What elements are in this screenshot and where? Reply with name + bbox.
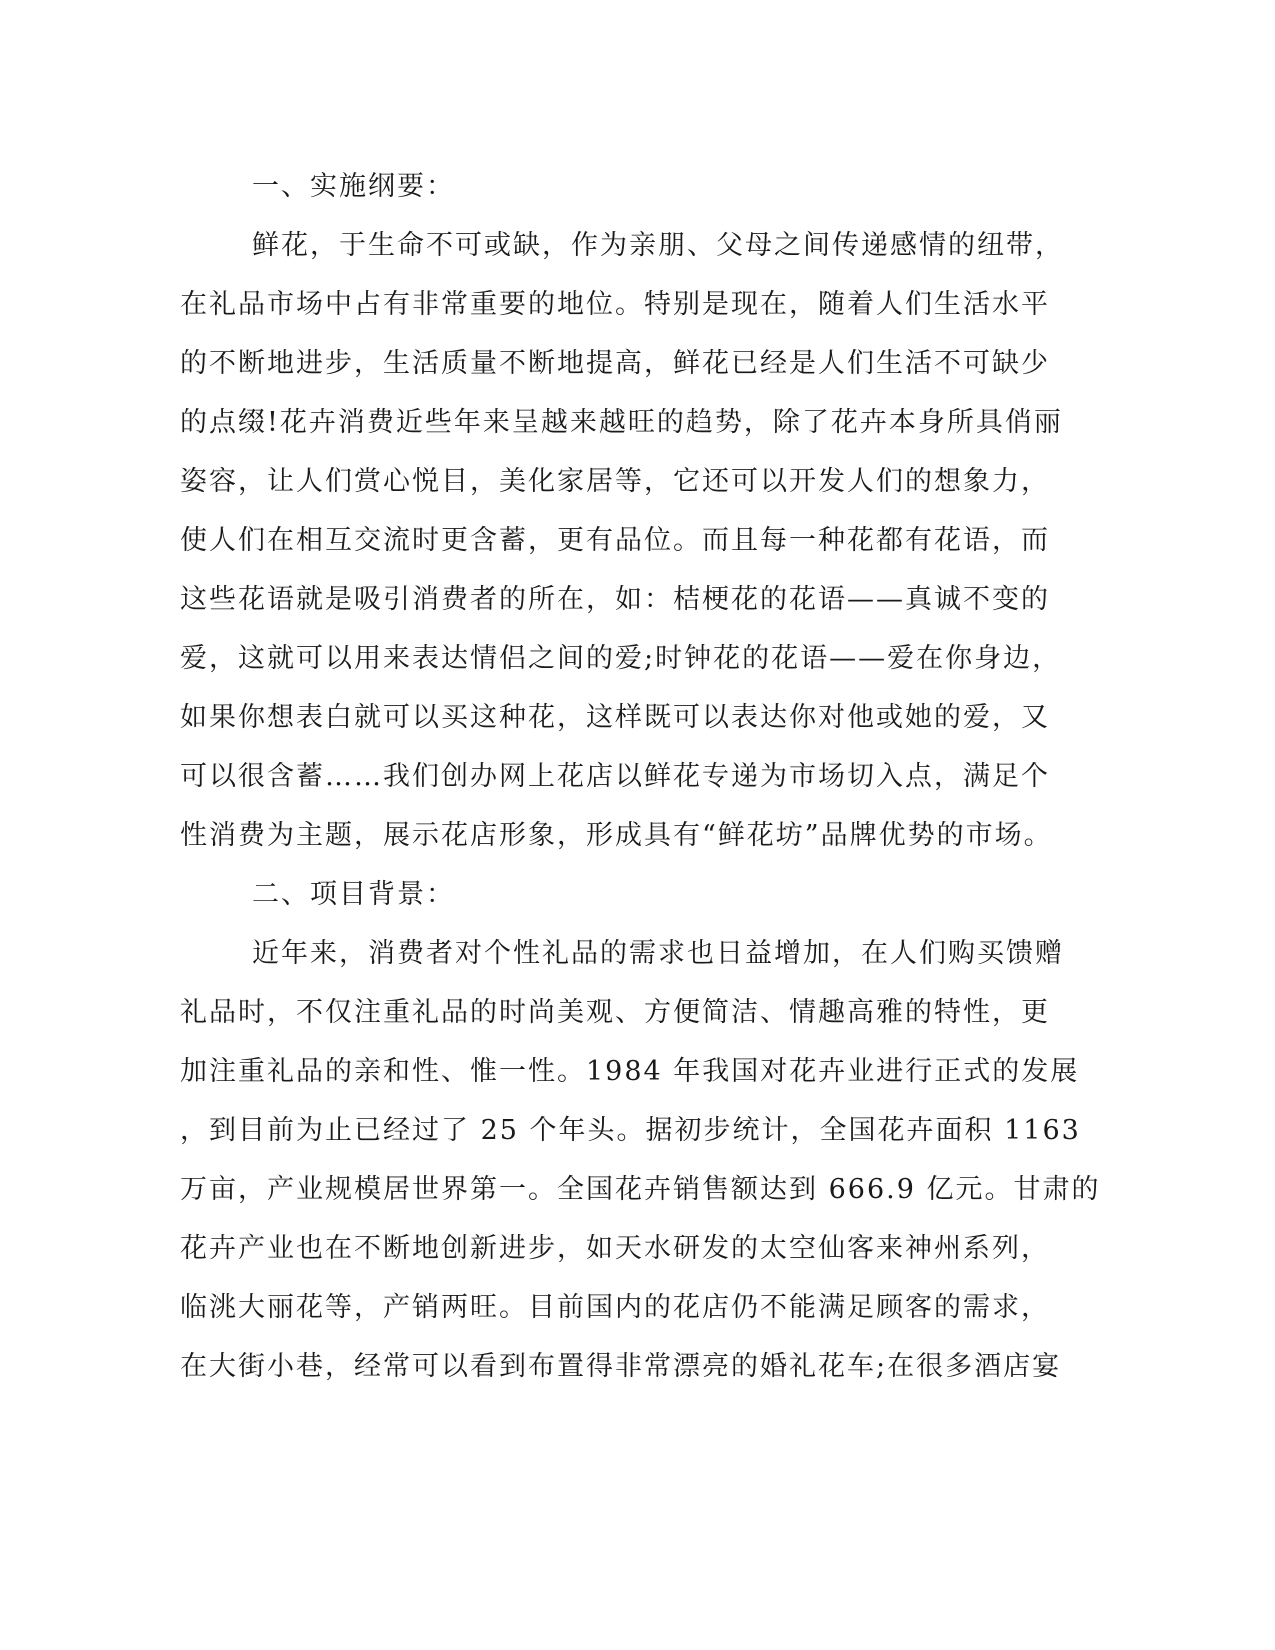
paragraph-line: 在大街小巷，经常可以看到布置得非常漂亮的婚礼花车;在很多酒店宴 [180, 1351, 1062, 1382]
paragraph-line: 使人们在相互交流时更含蓄，更有品位。而且每一种花都有花语，而 [180, 525, 1050, 556]
paragraph-line: 如果你想表白就可以买这种花，这样既可以表达你对他或她的爱，又 [180, 702, 1050, 733]
paragraph-line: 加注重礼品的亲和性、惟一性。1984 年我国对花卉业进行正式的发展 [180, 1056, 1080, 1087]
paragraph-line: 花卉产业也在不断地创新进步，如天水研发的太空仙客来神州系列， [180, 1233, 1050, 1264]
paragraph-line: 这些花语就是吸引消费者的所在，如：桔梗花的花语——真诚不变的 [180, 584, 1050, 615]
paragraph-line: 可以很含蓄……我们创办网上花店以鲜花专递为市场切入点，满足个 [180, 761, 1050, 792]
paragraph-line: 的点缀!花卉消费近些年来呈越来越旺的趋势，除了花卉本身所具俏丽 [180, 407, 1063, 438]
paragraph-line: 的不断地进步，生活质量不断地提高，鲜花已经是人们生活不可缺少 [180, 348, 1050, 379]
paragraph-line: 爱，这就可以用来表达情侣之间的爱;时钟花的花语——爱在你身边， [180, 643, 1062, 674]
paragraph-line: 鲜花，于生命不可或缺，作为亲朋、父母之间传递感情的纽带， [252, 230, 1064, 261]
paragraph-line: ，到目前为止已经过了 25 个年头。据初步统计，全国花卉面积 1163 [180, 1115, 1081, 1146]
section-heading-implementation-outline: 一、实施纲要： [252, 171, 455, 202]
paragraph-line: 近年来，消费者对个性礼品的需求也日益增加，在人们购买馈赠 [252, 938, 1064, 969]
document-body [180, 157, 1101, 1396]
paragraph-line: 临洮大丽花等，产销两旺。目前国内的花店仍不能满足顾客的需求， [180, 1292, 1050, 1323]
paragraph-line: 万亩，产业规模居世界第一。全国花卉销售额达到 666.9 亿元。甘肃的 [180, 1174, 1101, 1205]
paragraph-line: 礼品时，不仅注重礼品的时尚美观、方便简洁、情趣高雅的特性，更 [180, 997, 1050, 1028]
paragraph-line: 姿容，让人们赏心悦目，美化家居等，它还可以开发人们的想象力， [180, 466, 1050, 497]
paragraph-line: 在礼品市场中占有非常重要的地位。特别是现在，随着人们生活水平 [180, 289, 1050, 320]
paragraph-line: 性消费为主题，展示花店形象，形成具有“鲜花坊”品牌优势的市场。 [180, 820, 1053, 851]
section-heading-project-background: 二、项目背景： [252, 879, 455, 910]
